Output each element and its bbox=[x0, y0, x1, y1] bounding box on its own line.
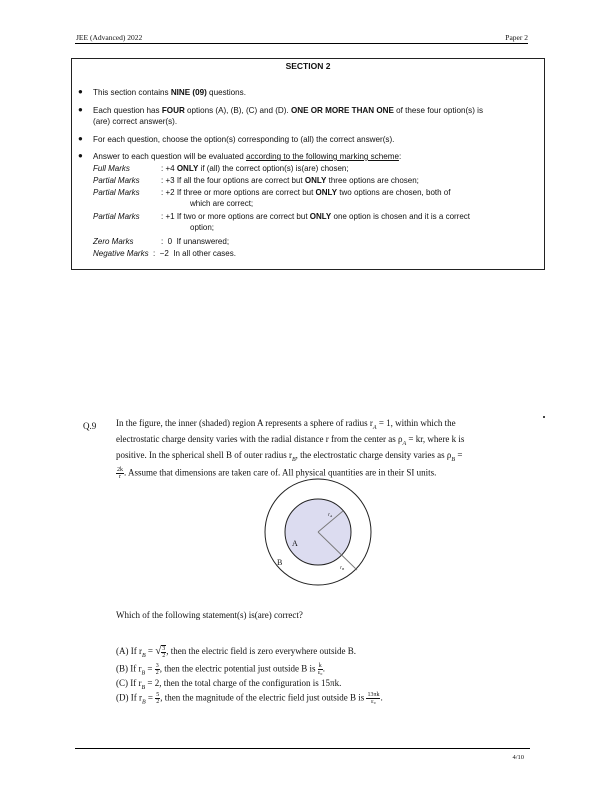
bullet-icon: ● bbox=[78, 87, 83, 96]
header-rule bbox=[75, 43, 528, 44]
label-rA: $r_A$ bbox=[328, 513, 333, 518]
page-number: 4/10 bbox=[512, 754, 524, 761]
instruction-4: Answer to each question will be evaluated according to the following marking scheme: bbox=[93, 152, 402, 161]
option-c[interactable]: (C) If $r_B = 2$, then the total charge of the configuration is 15πk. bbox=[116, 678, 342, 691]
exam-title: JEE (Advanced) 2022 bbox=[76, 33, 143, 42]
label-B: B bbox=[277, 558, 283, 567]
question-stem: In the figure, the inner (shaded) region A represents a sphere of radius $r_A = 1$, within which the electrostatic charge density varies with the radial distance r from the center as $\rho_A$ = kr, where k is positive. In the spherical shell B of outer radius $r_B$, the electrostatic charge density varies as $\rho_B$ = $\frac{2k}{r}$ . Assume that dimensions are taken care of. All physical quantities are in their SI units. bbox=[116, 418, 465, 480]
bullet-icon: ● bbox=[78, 134, 83, 143]
concentric-spheres-figure bbox=[260, 476, 380, 591]
option-b[interactable]: (B) If $r_B$ = $\frac{3}{2}$ , then the electric potential just outside B is $\frac{k}{\text{ε₀}}$ . bbox=[116, 663, 325, 677]
instruction-3: For each question, choose the option(s) corresponding to (all) the correct answer(s). bbox=[93, 135, 395, 144]
section-title: SECTION 2 bbox=[285, 61, 331, 71]
option-a[interactable]: (A) If $r_B$ = √ $\frac{3}{2}$ , then the electric field is zero everywhere outside B. bbox=[116, 645, 356, 659]
bullet-icon: ● bbox=[78, 151, 83, 160]
label-A: A bbox=[292, 539, 298, 548]
question-prompt: Which of the following statement(s) is(are) correct? bbox=[116, 610, 303, 620]
label-rB: $r_B$ bbox=[340, 566, 345, 571]
question-number: Q.9 bbox=[83, 421, 97, 431]
paper-label: Paper 2 bbox=[505, 33, 528, 42]
instruction-2: Each question has FOUR options (A), (B), (C) and (D). ONE OR MORE THAN ONE of these four option(s) is (are) correct answer(s). bbox=[93, 106, 483, 126]
footer-rule bbox=[75, 748, 530, 749]
bullet-icon: ● bbox=[78, 105, 83, 114]
instruction-1: This section contains NINE (09) questions. bbox=[93, 88, 246, 97]
option-d[interactable]: (D) If $r_B$ = $\frac{5}{2}$ , then the magnitude of the electric field just outside B is $\frac{13\pi k}{\text{ε₀}}$ . bbox=[116, 692, 383, 706]
